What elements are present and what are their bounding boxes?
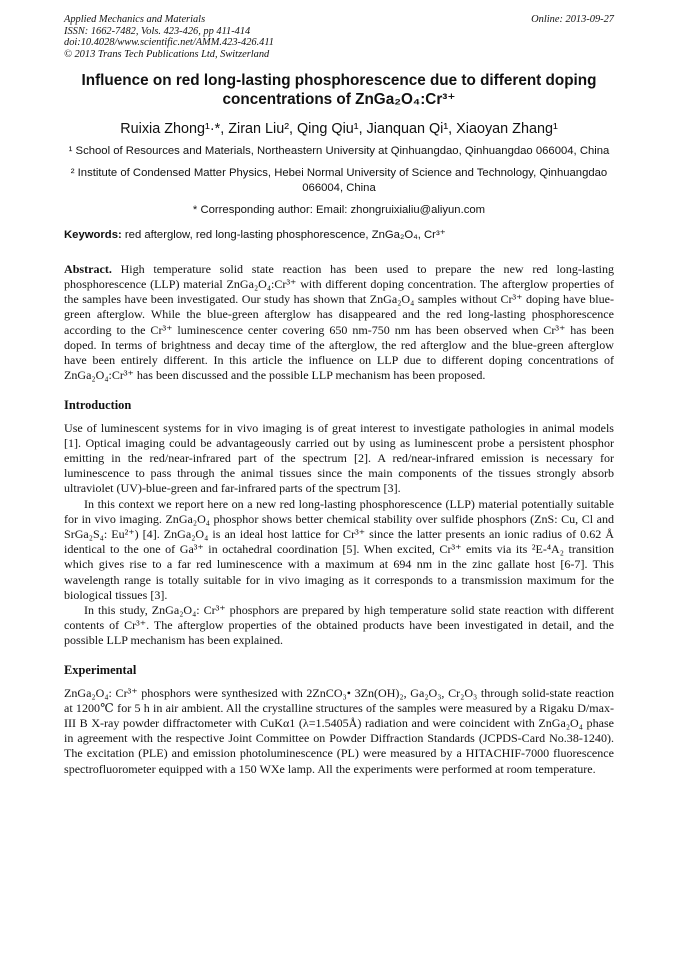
paper-title: [64, 71, 614, 109]
doi-line: doi:10.4028/www.scientific.net/AMM.423-426.411: [64, 37, 274, 49]
corresponding-author: * Corresponding author: Email: zhongruixialiu@aliyun.com: [192, 203, 486, 216]
running-header: [64, 14, 614, 60]
intro-paragraph-3: In this study, ZnGa₂O₄: Cr³⁺ phosphors are prepared by high temperature solid state reaction with different contents of Cr³⁺. The afterglow properties of the obtained products have been investigated in detail, and the possible LLP mechanism has been explained.: [64, 602, 614, 648]
author-list: Ruixia Zhong¹·*, Ziran Liu², Qing Qiu¹, Jianquan Qi¹, Xiaoyan Zhang¹: [120, 121, 558, 138]
online-date: Online: 2013-09-27: [531, 14, 614, 25]
title-line-1: Influence on red long-lasting phosphorescence due to different doping: [81, 72, 597, 90]
issn-line: ISSN: 1662-7482, Vols. 423-426, pp 411-414: [64, 25, 251, 37]
copyright-line: © 2013 Trans Tech Publications Ltd, Switzerland: [64, 48, 270, 60]
keywords-label: Keywords:: [64, 228, 122, 241]
experimental-paragraph-1: ZnGa₂O₄: Cr³⁺ phosphors were synthesized with 2ZnCO₃• 3Zn(OH)₂, Ga₂O₃, Cr₂O₃ through solid-state reaction at 1200℃ for 5 h in air ambient. All the crystalline structures of the samples were measured by a Rigaku D/max-III B X-ray powder diffractometer with CuKα1 (λ=1.5405Å) radiation and were coincident with ZnGa₂O₄ phase in agreement with the respective Joint Committee on Powder Diffraction Standards (JCPDS-Card No.38-1240). The excitation (PLE) and emission photoluminescence (PL) were measured by a HITACHIF-7000 fluorescence spectrofluorometer equipped with a 150 WXe lamp. All the experiments were performed at room temperature.: [64, 685, 614, 776]
affiliation-1: ¹ School of Resources and Materials, Northeastern University at Qinhuangdao, Qinhuangdao 066004, China: [68, 145, 610, 158]
intro-paragraph-2: In this context we report here on a new red long-lasting phosphorescence (LLP) material potentially suitable for in vivo imaging. ZnGa₂O₄ phosphor shows better chemical stability over sulfide phosphors (ZnS: Cu, Cl and SrGa₂S₄: Eu²⁺) [4]. ZnGa₂O₄ is an ideal host lattice for Cr³⁺ since the latter presents an ionic radius of 0.62 Å identical to the one of Ga³⁺ in octahedral coordination [5]. When excited, Cr³⁺ emits via its ²E-⁴A₂ transition which gives rise to a far red luminescence with a maximum at 694 nm in the zinc gallate host [6-7]. This wavelength range is totally suitable for in vivo imaging as it corresponds to a transmission maximum for the biological tissues [3].: [64, 496, 614, 602]
abstract: [64, 262, 614, 384]
section-heading-experimental: Experimental: [64, 662, 137, 677]
introduction-body: [64, 421, 614, 649]
abstract-label: Abstract.: [64, 261, 112, 276]
keywords: [64, 228, 614, 243]
affiliation-2: ² Institute of Condensed Matter Physics, Hebei Normal University of Science and Technology, Qinhuangdao 066004, China: [70, 166, 608, 195]
keywords-text: red afterglow, red long-lasting phosphorescence, ZnGa₂O₄, Cr³⁺: [124, 228, 446, 241]
abstract-text: High temperature solid state reaction has been used to prepare the new red long-lasting phosphorescence (LLP) material ZnGa₂O₄:Cr³⁺ with different doping concentration. The afterglow properties of the samples have been investigated. Our study has shown that ZnGa₂O₄ samples without Cr³⁺ doping have blue-green afterglow. While the blue-green afterglow has disappeared and the red long-lasting phosphorescence according to the Cr³⁺ luminescence center covering 650 nm-750 nm has been observed when Cr³⁺ has been doped. In terms of brightness and decay time of the afterglow, the red afterglow and the blue-green afterglow have been entirely different. In this article the influence on LLP due to different doping concentrations of ZnGa₂O₄:Cr³⁺ has been discussed and the possible LLP mechanism has been proposed.: [64, 261, 615, 383]
intro-paragraph-1: Use of luminescent systems for in vivo imaging is of great interest to investigate pathologies in animal models [1]. Optical imaging could be advantageously carried out by using as luminescent probe a persistent phosphor emitting in the red/near-infrared part of the spectrum [2]. A red/near-infrared emission is necessary for luminescence to pass through the animal tissues since the main components of the tissues strongly absorb ultraviolet (UV)-blue-green and far-infrared parts of the spectrum [3].: [64, 420, 614, 496]
journal-name: Applied Mechanics and Materials: [64, 14, 206, 25]
experimental-body: [64, 686, 614, 777]
title-line-2: concentrations of ZnGa₂O₄:Cr³⁺: [222, 91, 456, 109]
section-heading-introduction: Introduction: [64, 397, 132, 412]
